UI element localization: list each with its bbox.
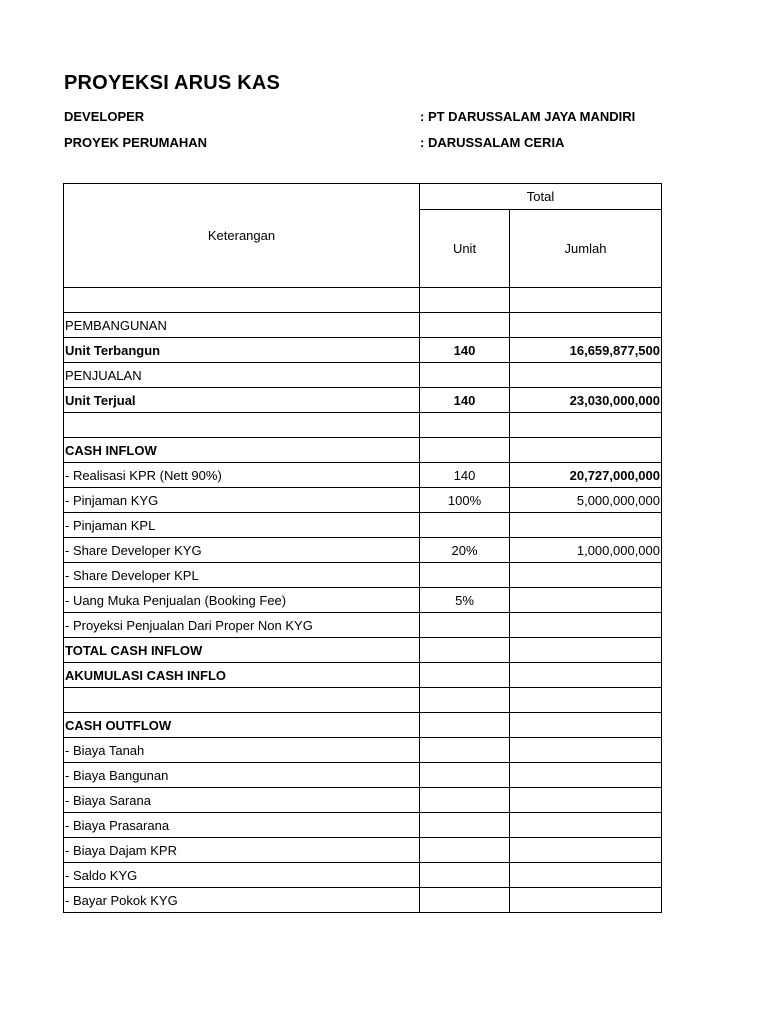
row-unit <box>420 663 510 688</box>
row-label: TOTAL CASH INFLOW <box>64 638 420 663</box>
row-unit <box>420 688 510 713</box>
row-label: - Bayar Pokok KYG <box>64 888 420 913</box>
row-label: - Biaya Prasarana <box>64 813 420 838</box>
row-amount: 5,000,000,000 <box>510 488 662 513</box>
developer-value: : PT DARUSSALAM JAYA MANDIRI <box>420 109 636 124</box>
row-label <box>64 288 420 313</box>
row-label: CASH INFLOW <box>64 438 420 463</box>
row-unit <box>420 763 510 788</box>
table-body <box>64 288 662 913</box>
table-row <box>64 588 662 613</box>
row-unit <box>420 838 510 863</box>
table-row <box>64 613 662 638</box>
row-amount <box>510 713 662 738</box>
table-row <box>64 688 662 713</box>
row-unit <box>420 813 510 838</box>
row-unit: 140 <box>420 463 510 488</box>
row-label: - Biaya Bangunan <box>64 763 420 788</box>
row-unit <box>420 788 510 813</box>
row-label: - Biaya Tanah <box>64 738 420 763</box>
row-label: Unit Terjual <box>64 388 420 413</box>
row-unit <box>420 613 510 638</box>
row-amount <box>510 588 662 613</box>
table-row <box>64 563 662 588</box>
row-amount: 20,727,000,000 <box>510 463 662 488</box>
row-unit <box>420 888 510 913</box>
table-row <box>64 888 662 913</box>
row-unit <box>420 738 510 763</box>
row-label: Unit Terbangun <box>64 338 420 363</box>
page-title: PROYEKSI ARUS KAS <box>64 72 281 94</box>
row-unit <box>420 563 510 588</box>
row-unit <box>420 288 510 313</box>
row-label: - Pinjaman KYG <box>64 488 420 513</box>
table-row <box>64 713 662 738</box>
row-label: PEMBANGUNAN <box>64 313 420 338</box>
table-row <box>64 488 662 513</box>
table-row <box>64 738 662 763</box>
table-row <box>64 763 662 788</box>
row-unit <box>420 413 510 438</box>
row-amount <box>510 313 662 338</box>
table-row <box>64 838 662 863</box>
row-unit <box>420 513 510 538</box>
project-label: PROYEK PERUMAHAN <box>64 135 208 150</box>
row-unit: 5% <box>420 588 510 613</box>
row-unit: 100% <box>420 488 510 513</box>
row-amount <box>510 638 662 663</box>
row-amount <box>510 413 662 438</box>
header-description: Keterangan <box>64 184 420 288</box>
row-amount: 23,030,000,000 <box>510 388 662 413</box>
table-row <box>64 313 662 338</box>
table-row <box>64 288 662 313</box>
row-label: - Pinjaman KPL <box>64 513 420 538</box>
row-amount <box>510 563 662 588</box>
row-amount <box>510 788 662 813</box>
table-row <box>64 338 662 363</box>
row-label <box>64 413 420 438</box>
table-row <box>64 663 662 688</box>
row-label: - Proyeksi Penjualan Dari Proper Non KYG <box>64 613 420 638</box>
row-amount <box>510 763 662 788</box>
row-label: - Biaya Sarana <box>64 788 420 813</box>
table-row <box>64 363 662 388</box>
header-unit: Unit <box>420 210 510 288</box>
table-row <box>64 438 662 463</box>
row-label: PENJUALAN <box>64 363 420 388</box>
row-amount: 1,000,000,000 <box>510 538 662 563</box>
row-label: - Biaya Dajam KPR <box>64 838 420 863</box>
table-row <box>64 813 662 838</box>
row-unit: 140 <box>420 338 510 363</box>
row-amount <box>510 663 662 688</box>
table-row <box>64 513 662 538</box>
developer-label: DEVELOPER <box>64 109 145 124</box>
row-label: - Realisasi KPR (Nett 90%) <box>64 463 420 488</box>
row-unit <box>420 638 510 663</box>
table-row <box>64 463 662 488</box>
row-unit: 20% <box>420 538 510 563</box>
project-value: : DARUSSALAM CERIA <box>420 135 565 150</box>
row-amount <box>510 838 662 863</box>
row-unit <box>420 313 510 338</box>
row-amount <box>510 813 662 838</box>
row-amount: 16,659,877,500 <box>510 338 662 363</box>
row-label: AKUMULASI CASH INFLO <box>64 663 420 688</box>
row-label: CASH OUTFLOW <box>64 713 420 738</box>
row-label: - Share Developer KYG <box>64 538 420 563</box>
row-label <box>64 688 420 713</box>
row-unit <box>420 438 510 463</box>
table-row <box>64 788 662 813</box>
row-unit <box>420 863 510 888</box>
row-amount <box>510 888 662 913</box>
row-amount <box>510 688 662 713</box>
row-amount <box>510 363 662 388</box>
table-row <box>64 538 662 563</box>
row-unit: 140 <box>420 388 510 413</box>
row-amount <box>510 288 662 313</box>
table-row <box>64 638 662 663</box>
cash-flow-table <box>63 183 662 913</box>
row-amount <box>510 513 662 538</box>
table-row <box>64 388 662 413</box>
row-label: - Saldo KYG <box>64 863 420 888</box>
row-label: - Share Developer KPL <box>64 563 420 588</box>
row-amount <box>510 738 662 763</box>
row-unit <box>420 363 510 388</box>
row-amount <box>510 438 662 463</box>
row-amount <box>510 613 662 638</box>
row-label: - Uang Muka Penjualan (Booking Fee) <box>64 588 420 613</box>
header-amount: Jumlah <box>510 210 662 288</box>
row-unit <box>420 713 510 738</box>
table-row <box>64 863 662 888</box>
header-total: Total <box>420 184 662 210</box>
table-row <box>64 413 662 438</box>
row-amount <box>510 863 662 888</box>
